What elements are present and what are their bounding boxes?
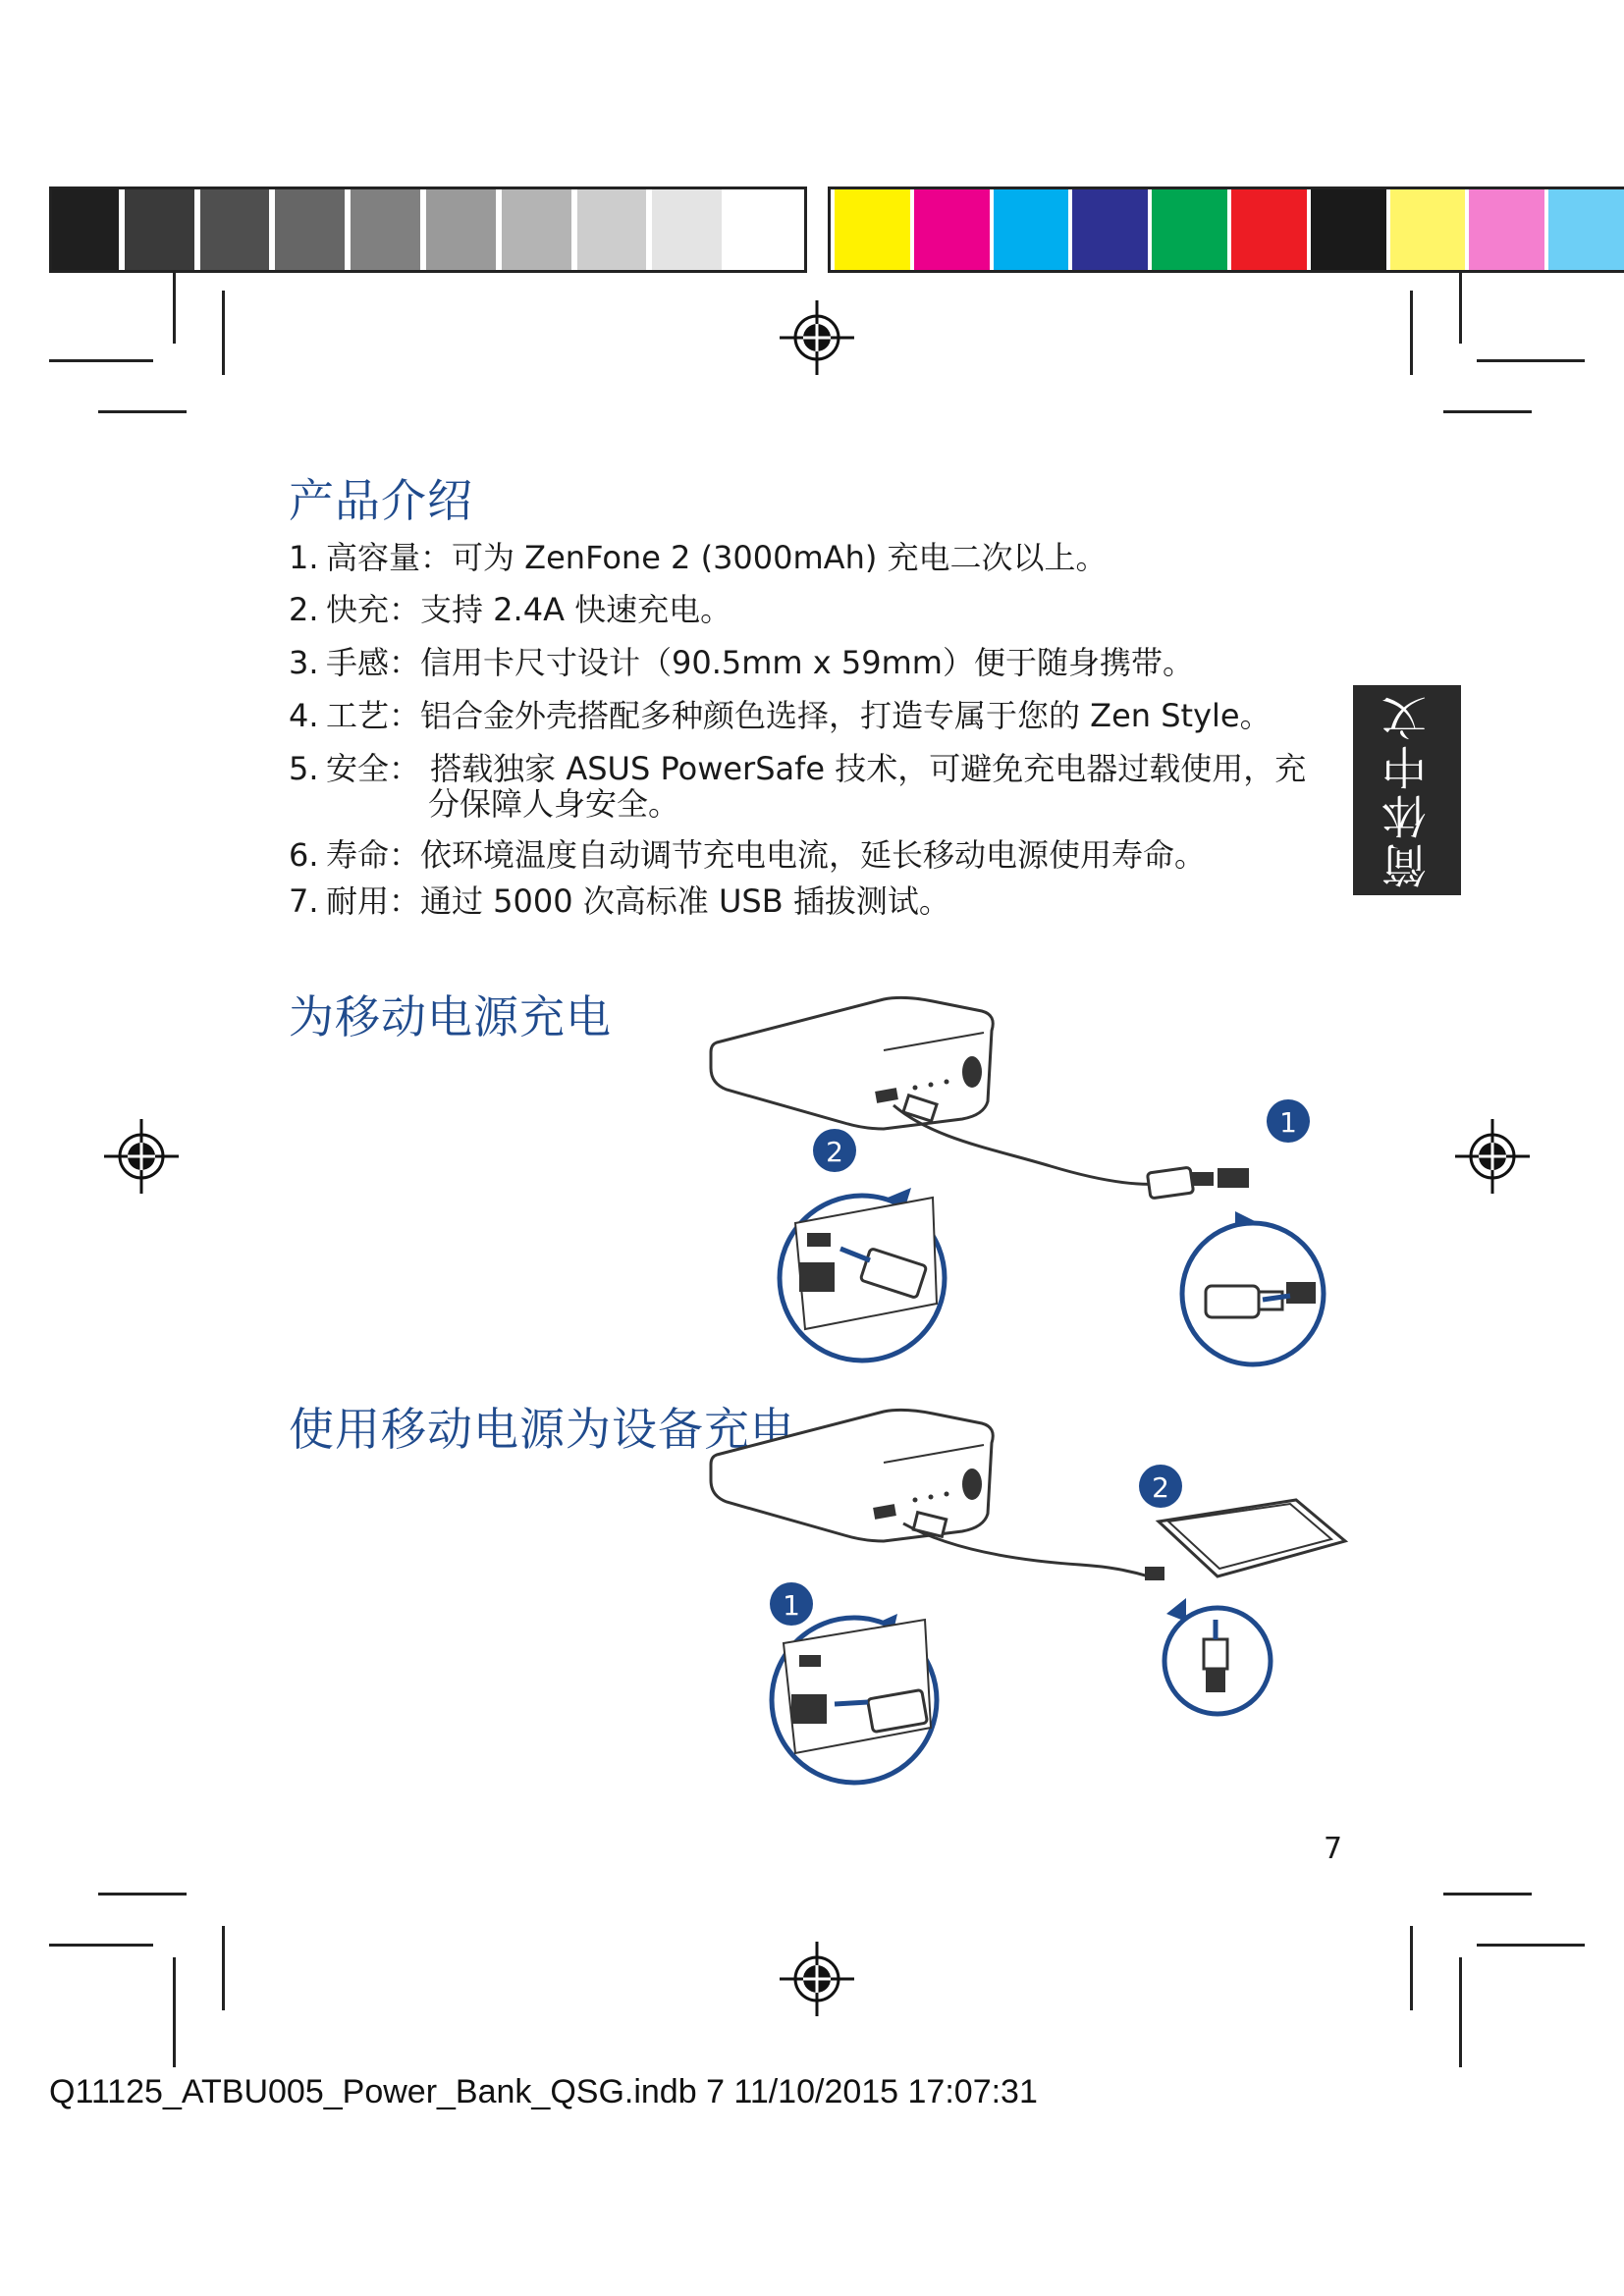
feature-item [289,540,1108,575]
crop-mark [1410,291,1413,375]
step-badge [813,1129,856,1172]
feature-number: 1. [289,539,319,576]
feature-item [289,751,1353,822]
step-badge [1139,1465,1182,1508]
grayscale-bar-frame [49,187,807,273]
port-detail-circle [780,1196,945,1361]
feature-item [289,837,1206,873]
feature-text: 安全： 搭载独家 ASUS PowerSafe 技术，可避免充电器过载使用，充 [326,751,1307,787]
language-tab [1353,685,1461,895]
registration-mark-icon [104,1119,179,1194]
svg-text:1: 1 [1279,1106,1297,1139]
feature-number: 6. [289,836,319,874]
charge-device-illustration [697,1404,1345,1777]
usb-port-detail-circle [772,1618,937,1783]
color-bar-frame [828,187,1624,273]
micro-usb-detail-circle [1164,1608,1271,1714]
charge-bank-illustration [697,991,1345,1364]
feature-number: 3. [289,644,319,681]
registration-mark-icon [1455,1119,1530,1194]
step-badge [770,1582,813,1626]
feature-text: 耐用：通过 5000 次高标准 USB 插拔测试。 [326,882,950,920]
power-bank-icon [711,1410,993,1541]
feature-number: 7. [289,882,319,920]
feature-text: 工艺：铝合金外壳搭配多种颜色选择，打造专属于您的 Zen Style。 [326,697,1272,734]
charge-device-heading: 使用移动电源为设备充电 [289,1403,796,1456]
feature-text: 高容量：可为 ZenFone 2 (3000mAh) 充电二次以上。 [326,539,1108,576]
registration-mark-icon [780,300,854,375]
feature-number: 2. [289,591,319,628]
feature-item [289,883,950,919]
feature-item [289,645,1194,680]
feature-text-continuation: 分保障人身安全。 [428,785,680,822]
step-badge [1267,1099,1310,1143]
power-bank-icon [711,997,993,1129]
feature-text: 手感：信用卡尺寸设计（90.5mm x 59mm）便于随身携带。 [326,644,1194,681]
feature-item [289,592,731,627]
crop-mark [98,1893,187,1896]
crop-mark [1477,1944,1585,1947]
feature-text: 寿命：依环境温度自动调节充电电流，延长移动电源使用寿命。 [326,836,1207,874]
feature-number: 5. [289,751,319,787]
feature-number: 4. [289,697,319,734]
crop-mark [1459,1957,1462,2067]
feature-text: 快充：支持 2.4A 快速充电。 [326,591,732,628]
crop-mark [222,1926,225,2010]
crop-mark [1410,1926,1413,2010]
micro-usb-detail-circle [1182,1223,1324,1364]
crop-mark [173,1957,176,2067]
language-tab-label: 简体中文 [1380,692,1434,888]
crop-mark [49,359,153,362]
crop-mark [98,410,187,413]
crop-mark [1443,410,1532,413]
crop-mark [1477,359,1585,362]
page-number: 7 [1324,1832,1343,1866]
registration-mark-icon [780,1942,854,2016]
crop-mark [222,291,225,375]
crop-mark [1459,273,1462,344]
svg-text:1: 1 [783,1589,800,1622]
crop-mark [49,1944,153,1947]
feature-item [289,698,1272,733]
intro-heading: 产品介绍 [289,474,473,527]
charge-bank-heading: 为移动电源充电 [289,990,612,1043]
smartphone-icon [1145,1500,1345,1580]
svg-text:2: 2 [1152,1471,1169,1504]
crop-mark [1443,1893,1532,1896]
print-slug: Q11125_ATBU005_Power_Bank_QSG.indb 7 11/10/2015 17:07:31 [49,2073,1038,2110]
svg-text:2: 2 [826,1136,843,1168]
crop-mark [173,273,176,344]
